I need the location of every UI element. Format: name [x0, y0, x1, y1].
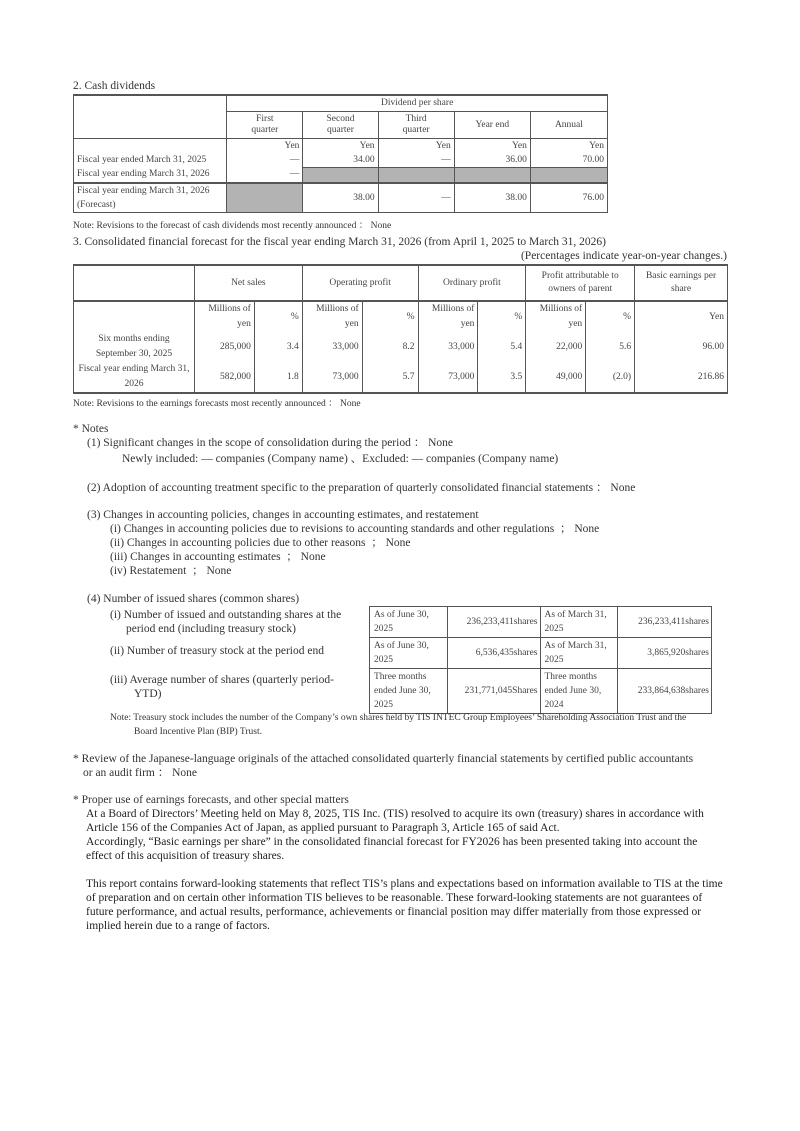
shares-value: 236,233,411shares [447, 607, 540, 638]
cell: 5.7 [362, 362, 418, 393]
gray-cell [227, 183, 303, 213]
gray-cell [378, 168, 454, 184]
cell: 1.8 [254, 362, 302, 393]
forward-looking-statement: This report contains forward-looking statements that reflect TIS’s plans and expectations based on information available to TIS at the time of preparation and on certain other information TIS believes to be reasonable. These forward-looking statements are not guarantees of future performance, and actual results, performance, achievements or financial position may differ materially from those expressed or implied herein due to a range of factors. [86, 878, 723, 932]
unit-yen: Yen [635, 301, 728, 332]
cell: 49,000 [526, 362, 586, 393]
row-label-fiscal-year: Fiscal year ending March 31, 2026 [78, 364, 190, 389]
header-net-sales: Net sales [194, 265, 302, 301]
unit-yen: Yen [530, 139, 607, 154]
period-label: As of March 31, 2025 [540, 607, 618, 638]
col-first-quarter: First quarter [227, 112, 303, 139]
unit-millions: Millions of yen [418, 301, 478, 332]
treasury-note: Note: Treasury stock includes the number of the Company’s own shares held by TIS INTEC Group Employees’ Shareholding Association Trust and the Board Incentive Plan (BIP) Trust. [110, 713, 687, 737]
unit-pct: % [254, 301, 302, 332]
cell: 22,000 [526, 332, 586, 362]
unit-yen: Yen [378, 139, 454, 154]
row-labels-cell [74, 301, 195, 393]
cell: 5.4 [478, 332, 526, 362]
notes-item-3-ii: (ii) Changes in accounting policies due to other reasons ； None [110, 537, 411, 549]
unit-yen: Yen [227, 139, 303, 154]
shares-value: 236,233,411shares [618, 607, 712, 638]
cell: 8.2 [362, 332, 418, 362]
cell: 216.86 [635, 362, 728, 393]
notes-item-2: (2) Adoption of accounting treatment specific to the preparation of quarterly consolidated financial statements ： None [87, 482, 636, 494]
col-year-end: Year end [454, 112, 530, 139]
notes-item-4: (4) Number of issued shares (common shares) [87, 593, 300, 605]
cell: 3.4 [254, 332, 302, 362]
table-row [74, 183, 608, 213]
cell: (2.0) [586, 362, 635, 393]
notes-item-4-iii: (iii) Average number of shares (quarterly period- YTD) [110, 674, 334, 700]
gray-cell [530, 168, 607, 184]
unit-millions: Millions of yen [526, 301, 586, 332]
table-row [370, 669, 712, 714]
header-blank [74, 95, 227, 139]
notes-item-3-iii: (iii) Changes in accounting estimates ； None [110, 551, 326, 563]
shares-value: 233,864,638shares [618, 669, 712, 714]
notes-item-1: (1) Significant changes in the scope of consolidation during the period ： None [87, 437, 453, 449]
unit-millions: Millions of yen [302, 301, 362, 332]
notes-item-1-detail: Newly included: ― companies (Company name) 、Excluded: ― companies (Company name) [122, 453, 559, 465]
unit-millions: Millions of yen [194, 301, 254, 332]
header-blank [74, 265, 195, 301]
cell: ― [378, 153, 454, 168]
shares-value: 6,536,435shares [447, 638, 540, 669]
period-label: As of June 30, 2025 [370, 638, 448, 669]
notes-heading: * Notes [73, 423, 109, 435]
header-operating-profit: Operating profit [302, 265, 418, 301]
cell: 582,000 [194, 362, 254, 393]
header-profit-attributable: Profit attributable to owners of parent [526, 265, 635, 301]
unit-yen: Yen [303, 139, 378, 154]
forecast-note: Note: Revisions to the earnings forecasts most recently announced ： None [73, 399, 361, 409]
row-label-six-months: Six months ending September 30, 2025 [95, 334, 173, 359]
period-label: As of June 30, 2025 [370, 607, 448, 638]
period-label: As of March 31, 2025 [540, 638, 618, 669]
cell: ― [227, 168, 303, 184]
cash-dividends-table [73, 94, 608, 213]
cell: 33,000 [418, 332, 478, 362]
period-label: Three months ended June 30, 2025 [370, 669, 448, 714]
cell: 70.00 [530, 153, 607, 168]
header-eps: Basic earnings per share [635, 265, 728, 301]
cell: 285,000 [194, 332, 254, 362]
gray-cell [454, 168, 530, 184]
row-label: Fiscal year ended March 31, 2025 [74, 153, 227, 168]
cell: 38.00 [303, 183, 378, 213]
notes-item-4-i: (i) Number of issued and outstanding shares at the period end (including treasury stock) [110, 609, 342, 635]
proper-use-para-1: At a Board of Directors’ Meeting held on May 8, 2025, TIS Inc. (TIS) resolved to acquire its own (treasury) shares in accordance with Article 156 of the Companies Act of Japan, as applied pursuant to Paragraph 3, Article 165 of said Act. [86, 808, 704, 834]
col-second-quarter: Second quarter [303, 112, 378, 139]
forecast-title: 3. Consolidated financial forecast for the fiscal year ending March 31, 2026 (from April 1, 2025 to March 31, 2026) [73, 236, 607, 248]
col-third-quarter: Third quarter [378, 112, 454, 139]
notes-item-4-ii: (ii) Number of treasury stock at the period end [110, 645, 324, 657]
cell: 33,000 [302, 332, 362, 362]
cell: 5.6 [586, 332, 635, 362]
dividend-per-share-header: Dividend per share [227, 95, 608, 112]
cell: 34.00 [303, 153, 378, 168]
shares-value: 3,865,920shares [618, 638, 712, 669]
forecast-subtitle: (Percentages indicate year-on-year changes.) [520, 250, 727, 262]
table-row [370, 638, 712, 669]
header-ordinary-profit: Ordinary profit [418, 265, 526, 301]
table-row [74, 153, 608, 168]
notes-item-3-iv: (iv) Restatement ； None [110, 565, 232, 577]
table-row [74, 168, 608, 184]
proper-use-para-2: Accordingly, “Basic earnings per share” in the consolidated financial forecast for FY2026 has been presented taking into account the effect of this acquisition of treasury shares. [86, 836, 698, 862]
col-annual: Annual [530, 112, 607, 139]
unit-yen: Yen [454, 139, 530, 154]
unit-pct: % [586, 301, 635, 332]
cell: 73,000 [302, 362, 362, 393]
unit-pct: % [478, 301, 526, 332]
shares-value: 231,771,045Shares [447, 669, 540, 714]
forecast-table [73, 264, 728, 394]
shares-table [369, 606, 712, 714]
cell: 38.00 [454, 183, 530, 213]
cell: 76.00 [530, 183, 607, 213]
review-statement: * Review of the Japanese-language originals of the attached consolidated quarterly financial statements by certified public accountants or an audit firm ： None [73, 753, 694, 779]
cell: ― [378, 183, 454, 213]
cell: 73,000 [418, 362, 478, 393]
dividends-note: Note: Revisions to the forecast of cash dividends most recently announced ： None [73, 221, 392, 231]
cell: ― [227, 153, 303, 168]
cell: 96.00 [635, 332, 728, 362]
unit-row-label [74, 139, 227, 154]
proper-use-heading: * Proper use of earnings forecasts, and other special matters [73, 794, 349, 806]
row-label: Fiscal year ending March 31, 2026 [74, 168, 227, 184]
row-label: Fiscal year ending March 31, 2026 (Forecast) [74, 183, 227, 213]
period-label: Three months ended June 30, 2024 [540, 669, 618, 714]
table-row [370, 607, 712, 638]
notes-item-3-i: (i) Changes in accounting policies due to revisions to accounting standards and other regulations ； None [110, 523, 600, 535]
notes-item-3: (3) Changes in accounting policies, changes in accounting estimates, and restatement [87, 509, 479, 521]
cash-dividends-title: 2. Cash dividends [73, 80, 156, 92]
cell: 36.00 [454, 153, 530, 168]
gray-cell [303, 168, 378, 184]
unit-pct: % [362, 301, 418, 332]
cell: 3.5 [478, 362, 526, 393]
